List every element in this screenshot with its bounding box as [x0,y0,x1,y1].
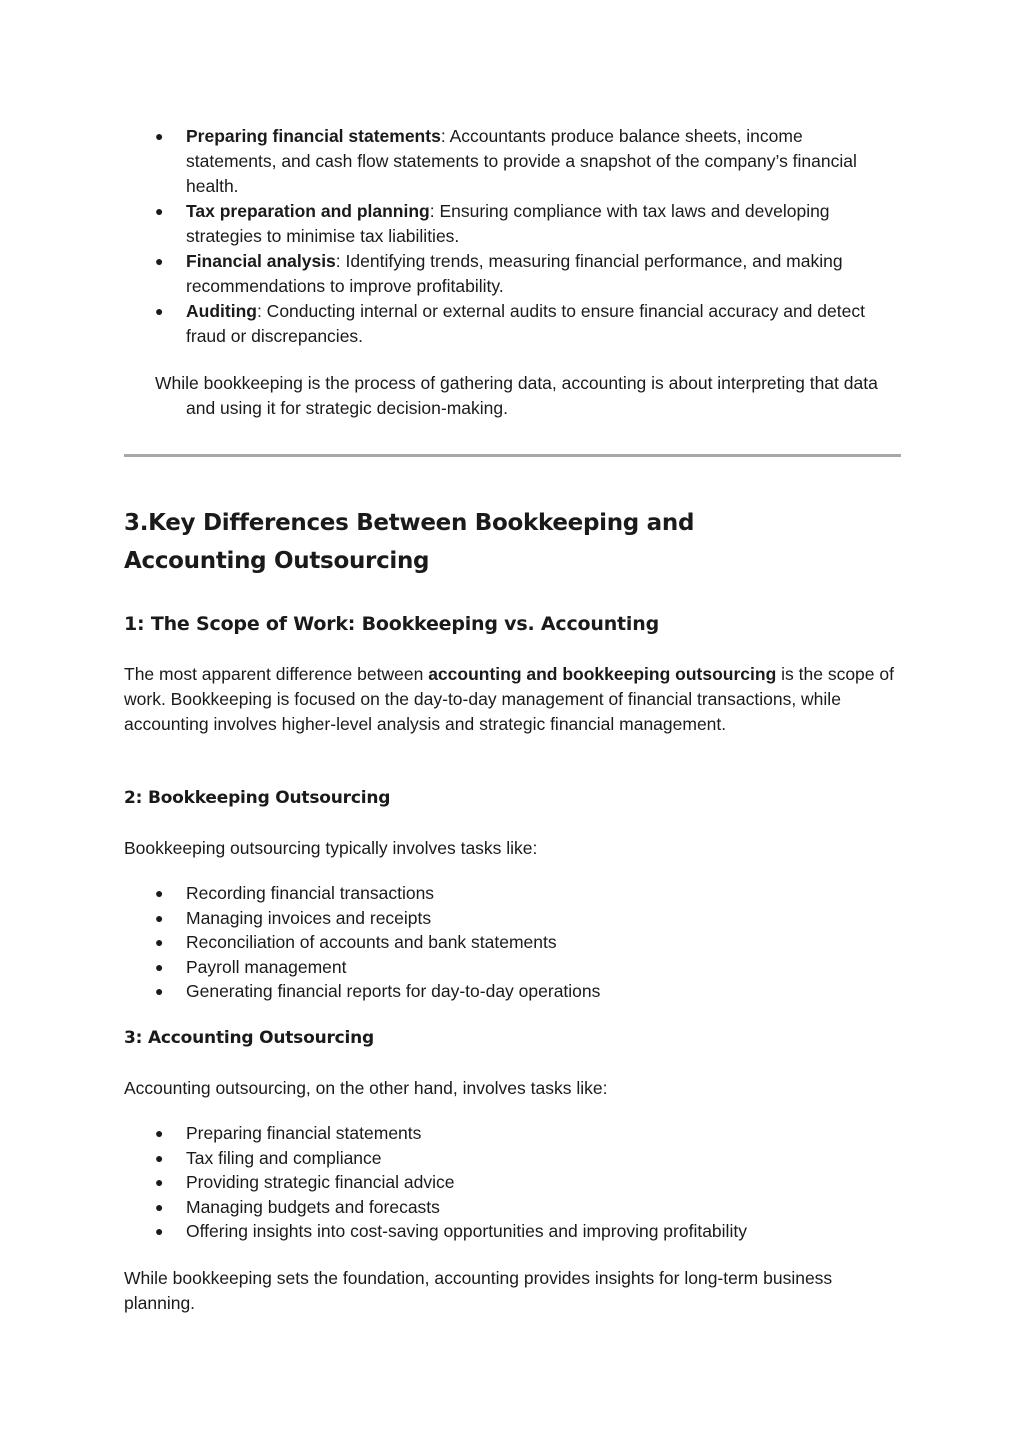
bullet-icon: ● [155,983,164,999]
scope-heading: 1: The Scope of Work: Bookkeeping vs. Accounting [124,613,659,635]
list-item-text: Preparing financial statements [186,1123,422,1143]
accounting-heading: 3: Accounting Outsourcing [124,1028,375,1048]
list-item-text: Offering insights into cost-saving opportunities and improving profitability [186,1221,747,1241]
list-item-text: : Conducting internal or external audits to ensure financial accuracy and detect fraud or discrepancies. [186,301,865,346]
list-item [0,1121,896,1146]
bullet-icon: ● [155,885,164,901]
accounting-task-list [0,1121,896,1244]
list-item [0,906,896,931]
bookkeeping-task-list-block [0,881,896,1004]
scope-text-end: is the scope of work. Bookkeeping is focused on the day-to-day management of financial transactions, while accounting involves higher-level analysis and strategic financial management. [124,664,894,734]
bullet-icon: ● [155,203,164,219]
bullet-icon: ● [155,909,164,926]
bullet-icon: ● [155,253,164,269]
list-item-text: Managing budgets and forecasts [186,1196,440,1217]
bullet-icon: ● [155,958,164,975]
list-item-term: Financial analysis [186,251,336,271]
list-item-term: Auditing [186,301,257,321]
list-item [0,1146,896,1171]
list-item-text: Providing strategic financial advice [186,1172,455,1192]
bookkeeping-task-list [0,881,896,1004]
bullet-icon: ● [155,128,164,144]
scope-text-start: The most apparent difference between [124,664,429,684]
section-heading: 3.Key Differences Between Bookkeeping and Accounting Outsourcing [124,510,695,574]
list-item [0,299,896,349]
list-item [0,249,896,299]
list-item [0,1170,896,1195]
list-item [0,1195,896,1220]
accounting-intro: Accounting outsourcing, on the other hand, involves tasks like: [124,1078,608,1098]
list-item-text: Recording financial transactions [186,883,435,903]
list-item-text: Payroll management [186,956,347,977]
bullet-icon: ● [155,1149,164,1166]
bookkeeping-heading: 2: Bookkeeping Outsourcing [124,788,391,808]
list-item-text: Generating financial reports for day-to-day operations [186,981,601,1001]
bullet-icon: ● [155,1125,164,1141]
list-item [0,1219,896,1244]
list-item [0,930,896,955]
list-item-text: : Identifying trends, measuring financial performance, and making recommendations to improve profitability. [186,251,843,296]
list-item-term: Tax preparation and planning [186,201,430,221]
list-item [0,955,896,980]
accounting-task-list-block [0,1121,896,1244]
summary-paragraph: While bookkeeping is the process of gathering data, accounting is about interpreting that data and using it for strategic decision-making. [155,373,878,418]
list-item [0,979,896,1004]
list-item [0,881,896,906]
bullet-icon: ● [155,1174,164,1190]
list-item-term: Preparing financial statements [186,126,441,146]
scope-bold-phrase: accounting and bookkeeping outsourcing [428,664,777,684]
list-item [0,124,896,199]
closing-paragraph: While bookkeeping sets the foundation, accounting provides insights for long-term business planning. [124,1268,833,1313]
bullet-icon: ● [155,303,164,319]
bullet-icon: ● [155,1223,164,1239]
list-item-text: : Accountants produce balance sheets, income statements, and cash flow statements to provide a snapshot of the company’s financial health. [186,126,857,196]
accounting-tasks-list [0,124,896,349]
list-item-text: Reconciliation of accounts and bank statements [186,932,557,952]
bullet-icon: ● [155,934,164,950]
list-item-text: Managing invoices and receipts [186,907,432,928]
list-item-text: : Ensuring compliance with tax laws and developing strategies to minimise tax liabilities. [186,201,830,246]
list-item-text: Tax filing and compliance [186,1147,382,1168]
bullet-icon: ● [155,1198,164,1215]
list-item [0,199,896,249]
bookkeeping-intro: Bookkeeping outsourcing typically involves tasks like: [124,838,538,858]
scope-paragraph [124,662,894,737]
horizontal-divider [124,454,901,457]
